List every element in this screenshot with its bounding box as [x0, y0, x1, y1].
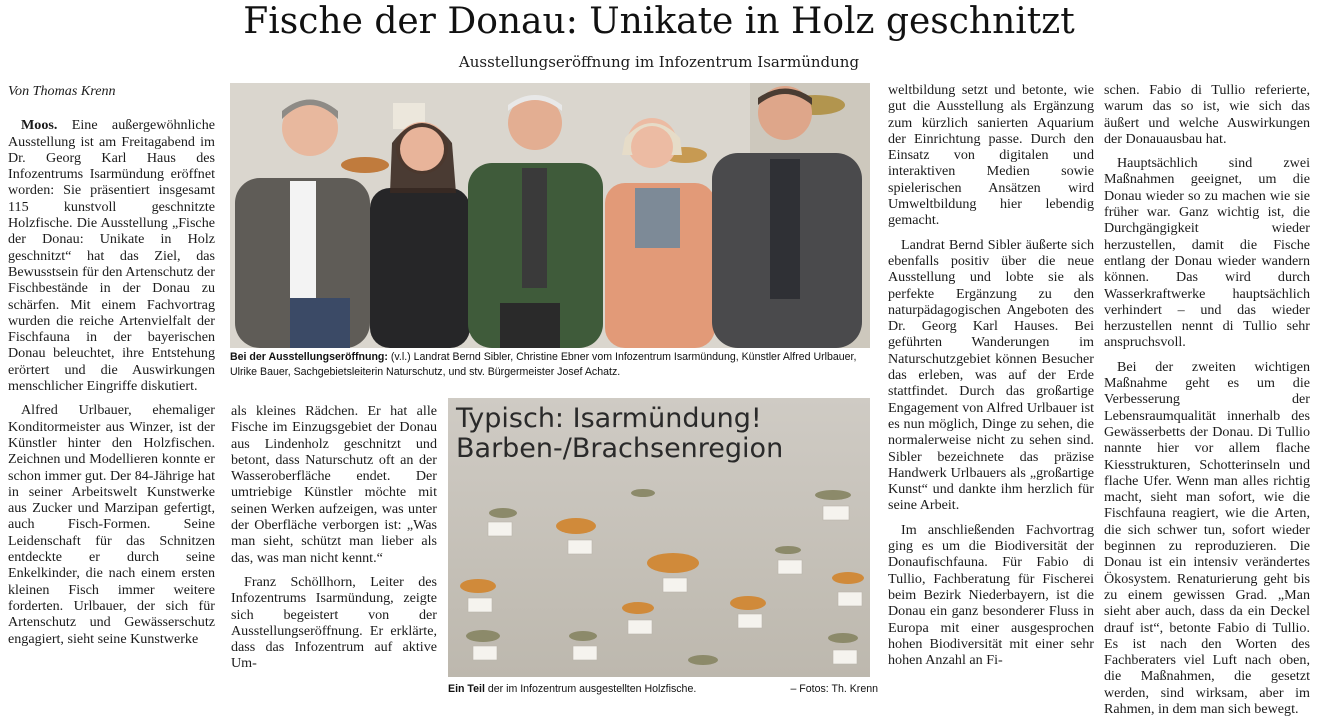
paragraph: Im anschließenden Fachvortrag ging es um die Biodiversität der Donaufischfauna. Für Fabio di Tullio, Fachberatung für Fischerei beim Bezirk Niederbayern, ist die Donau ein ganz besonderer Fluss in Europa mit einer ausgesprochen hohen Biodiversität mit einer sehr hohen Anzahl an Fi- — [888, 521, 1094, 669]
article-column-2 — [231, 403, 437, 672]
article-column-3 — [888, 82, 1094, 668]
byline: Von Thomas Krenn — [8, 83, 116, 99]
paragraph: Bei der zweiten wichtigen Maßnahme geht es um die Verbesserung der Lebensraumqualität innerhalb des Gewässerbetts der Donau. Di Tullio nannte hier vor allem flache Kiesstrukturen, Schotterinseln und flache Ufer. Wenn man alles richtig macht, sieht man sofort, wie die Fischfauna reagiert, wie die Arten, die sich schwer tun, sofort wieder beginnen zu reproduzieren. Die Donau ist ein intensiv verändertes Ökosystem. Renaturierung geht bis zu einem gewissen Grad. „Man sieht aber auch, dass da ein Deckel drauf ist“, betonte Fabio di Tullio. Es ist nach den Worten des Fachberaters viel Luft nach oben, die Maßnahmen, die gesetzt werden, sind wirksam, aber im Rahmen, in dem man sich bewegt. — [1104, 358, 1310, 717]
exhibit-sign: Typisch: Isarmündung! Barben-/Brachsenregion — [456, 403, 784, 464]
group-photo — [230, 83, 870, 348]
paragraph: schen. Fabio di Tullio referierte, warum das so ist, wie sich das äußert und welche Auswirkungen der Donauausbau hat. — [1104, 82, 1310, 147]
group-photo-illustration — [230, 83, 870, 348]
dateline: Moos. — [21, 117, 58, 134]
subheadline: Ausstellungseröffnung im Infozentrum Isarmündung — [458, 53, 860, 71]
article-column-4 — [1104, 82, 1310, 717]
headline: Fische der Donau: Unikate in Holz geschnitzt — [243, 1, 1075, 42]
photo-credit: – Fotos: Th. Krenn — [790, 683, 878, 695]
paragraph: Hauptsächlich sind zwei Maßnahmen geeignet, um die Donau wieder so zu machen wie sie früher war. Ganz wichtig ist, die Durchgängigkeit wieder herzustellen, damit die Fische entlang der Donau wieder wandern können. Das wird durch Wasserkraftwerke hauptsächlich verhindert – und das wieder herzustellen nennt di Tullio sehr anspruchsvoll. — [1104, 155, 1310, 351]
paragraph: Franz Schöllhorn, Leiter des Infozentrums Isarmündung, zeigte sich begeistert von der Ausstellungseröffnung. Er erklärte, dass das Infozentrum auf aktive Um- — [231, 573, 437, 672]
fish-exhibit-photo — [448, 398, 870, 677]
paragraph: Alfred Urlbauer, ehemaliger Konditormeister aus Winzer, ist der Künstler hinter den Holzfischen. Zeichnen und Modellieren konnte er schon immer gut. Der 84-Jährige hat in seiner Arbeitswelt Kunstwerke aus Zucker und Marzipan gefertigt, auch Fisch-Formen. Seine Leidenschaft für das Schnitzen entdeckte er durch seine Enkelkinder, die nach einem ersten kleinen Fisch immer weitere forderten. Urlbauer, der sich für Artenschutz und Gewässerschutz engagiert, sieht seine Kunstwerke — [8, 402, 215, 647]
article-column-1 — [8, 83, 215, 647]
paragraph: Landrat Bernd Sibler äußerte sich ebenfalls positiv über die neue Ausstellung und lobte sie als perfekte Ergänzung zu den naturpädagogischen Angeboten des Dr. Georg Karl Hauses. Bei geführten Wanderungen im Naturschutzgebiet können Besucher das erleben, was auf der Erde stattfindet. Durch das großartige Engagement von Alfred Urlbauer ist es nun möglich, Dinge zu sehen, die normalerweise nicht zu sehen sind. Sibler bezeichnete das präzise Handwerk Urlbauers als „großartige Kunst“ und dankte ihm herzlich für seine Arbeit. — [888, 236, 1094, 514]
paragraph: weltbildung setzt und betonte, wie gut die Ausstellung als Ergänzung zum kürzlich sanierten Aquarium der Einrichtung passe. Durch den Einsatz von digitalen und interaktiven Medien sowie spielerischen Ansätzen wird Umweltbildung hier lebendig gemacht. — [888, 82, 1094, 229]
fish-exhibit-illustration — [448, 398, 870, 677]
photo-caption: Ein Teil der im Infozentrum ausgestellten Holzfische. – Fotos: Th. Krenn — [448, 683, 878, 695]
photo-caption: Bei der Ausstellungseröffnung: (v.l.) Landrat Bernd Sibler, Christine Ebner vom Infozentrum Isarmündung, Künstler Alfred Urlbauer, Ulrike Bauer, Sachgebietsleiterin Naturschutz, und stv. Bürgermeister Josef Achatz. — [230, 351, 857, 378]
paragraph: als kleines Rädchen. Er hat alle Fische im Einzugsgebiet der Donau aus Lindenholz geschnitzt und betont, dass Naturschutz oft an der Wasseroberfläche endet. Der umtriebige Künstler möchte mit seinen Werken aufzeigen, was unter der Oberfläche verborgen ist: „Was man sieht, schützt man lieber als das, was man nicht kennt.“ — [231, 403, 437, 566]
paragraph: Moos. Eine außergewöhnliche Ausstellung ist am Freitagabend im Dr. Georg Karl Haus des Infozentrums Isarmündung eröffnet worden: Sie präsentiert insgesamt 115 kunstvoll geschnitzte Holzfische. Die Ausstellung „Fische der Donau: Unikate in Holz geschnitzt“ hat das Ziel, das Bewusstsein für den Artenschutz der Fischbestände in der Donau zu schärfen. Mit einem Fachvortrag wurden die reiche Artenvielfalt der Fischfauna in der bayerischen Donau beleuchtet, ihre Entstehung erörtert und die Auswirkungen menschlicher Eingriffe diskutiert. — [8, 117, 215, 395]
